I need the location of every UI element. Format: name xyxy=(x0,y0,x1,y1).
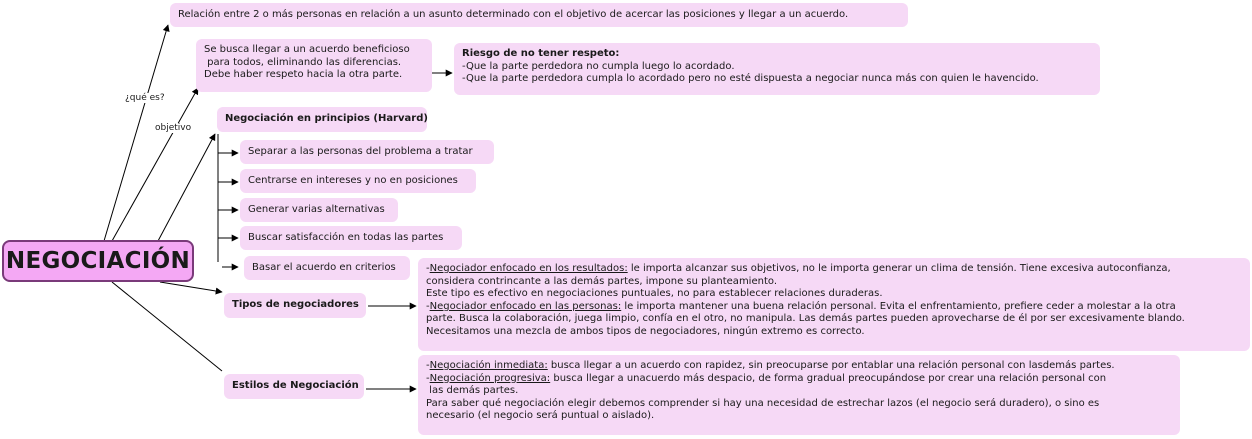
link-tipos xyxy=(160,282,222,292)
tipos-personas: -Negociador enfocado en las personas: le importa mantener una buena relación personal. Evita el enfrentamiento, prefiere ceder a molestar a la otra xyxy=(426,300,1176,312)
risk-title: Riesgo de no tener respeto: xyxy=(462,48,620,59)
tipos-personas-text: le importa mantener una buena relación personal. Evita el enfrentamiento, prefiere ceder a molestar a la otra xyxy=(621,300,1176,312)
objective-line: Se busca llegar a un acuerdo beneficioso xyxy=(204,44,410,55)
estilos-progresiva-term: Negociación progresiva: xyxy=(429,372,551,384)
link-objective xyxy=(112,88,198,241)
tipos-personas-term: Negociador enfocado en las personas: xyxy=(429,300,622,312)
link-harvard xyxy=(158,134,215,241)
tipos-line: parte. Busca la colaboración, juega limpio, confía en el otro, no manipula. Las demás partes pueden aprovecharse de él por ser excesivamente blando. xyxy=(426,313,1185,325)
objective-line: para todos, eliminando las diferencias. xyxy=(204,56,402,68)
estilos-line: Para saber qué negociación elegir debemos comprender si hay una necesidad de estrechar lazos (el negocio será duradero), o sino es xyxy=(426,397,1100,409)
tipos-line: Necesitamos una mezcla de ambos tipos de negociadores, ningún extremo es correcto. xyxy=(426,325,865,337)
objective-line: Debe haber respeto hacia la otra parte. xyxy=(204,69,403,81)
definition-text: Relación entre 2 o más personas en relación a un asunto determinado con el objetivo de acercar las posiciones y llegar a un acuerdo. xyxy=(178,9,849,20)
label-objetivo: objetivo xyxy=(155,123,192,133)
harvard-item: Centrarse en intereses y no en posiciones xyxy=(240,169,476,193)
estilos-inmediata: -Negociación inmediata: busca llegar a un acuerdo con rapidez, sin preocuparse por entablar una relación personal con lasdemás partes. xyxy=(426,360,1115,371)
link-estilos xyxy=(112,282,222,371)
harvard-title: Negociación en principios (Harvard) xyxy=(217,107,427,132)
tipos-resultados-term: Negociador enfocado en los resultados: xyxy=(429,263,628,274)
estilos-detail-box xyxy=(418,355,1180,435)
risk-box xyxy=(454,43,1100,95)
estilos-inmediata-text: busca llegar a un acuerdo con rapidez, sin preocuparse por entablar una relación personal con lasdemás partes. xyxy=(547,360,1115,371)
label-que-es: ¿qué es? xyxy=(125,93,165,103)
risk-line: -Que la parte perdedora no cumpla luego lo acordado. xyxy=(462,60,735,72)
estilos-progresiva: -Negociación progresiva: busca llegar a unacuerdo más despacio, de forma gradual preocupándose por crear una relación personal con xyxy=(426,372,1107,384)
estilos-inmediata-term: Negociación inmediata: xyxy=(429,360,548,371)
harvard-item: Separar a las personas del problema a tratar xyxy=(240,140,494,164)
harvard-item: Basar el acuerdo en criterios xyxy=(244,256,410,280)
estilos-title: Estilos de Negociación xyxy=(224,374,364,399)
tipos-line: Este tipo es efectivo en negociaciones puntuales, no para establecer relaciones duraderas. xyxy=(426,288,883,300)
estilos-line: necesario (el negocio será puntual o aislado). xyxy=(426,410,655,422)
definition-box xyxy=(170,3,908,27)
tipos-resultados: -Negociador enfocado en los resultados: le importa alcanzar sus objetivos, no le importa generar un clima de tensión. Tiene excesiva autoconfianza, xyxy=(426,263,1171,274)
harvard-item: Buscar satisfacción en todas las partes xyxy=(240,226,462,250)
estilos-line: las demás partes. xyxy=(426,385,519,397)
root-node: NEGOCIACIÓN xyxy=(2,240,194,282)
tipos-line: considera contrincante a las demás partes, impone su planteamiento. xyxy=(426,275,777,287)
tipos-detail-box xyxy=(418,258,1250,351)
estilos-progresiva-text: busca llegar a unacuerdo más despacio, de forma gradual preocupándose por crear una relación personal con xyxy=(550,372,1107,384)
objective-box xyxy=(196,39,432,92)
tipos-resultados-text: le importa alcanzar sus objetivos, no le importa generar un clima de tensión. Tiene excesiva autoconfianza, xyxy=(627,263,1171,274)
link-definition xyxy=(104,25,168,241)
risk-line: -Que la parte perdedora cumpla lo acordado pero no esté dispuesta a negociar nunca más con quien le havencido. xyxy=(462,73,1039,85)
harvard-item: Generar varias alternativas xyxy=(240,198,398,222)
tipos-title: Tipos de negociadores xyxy=(224,293,366,318)
